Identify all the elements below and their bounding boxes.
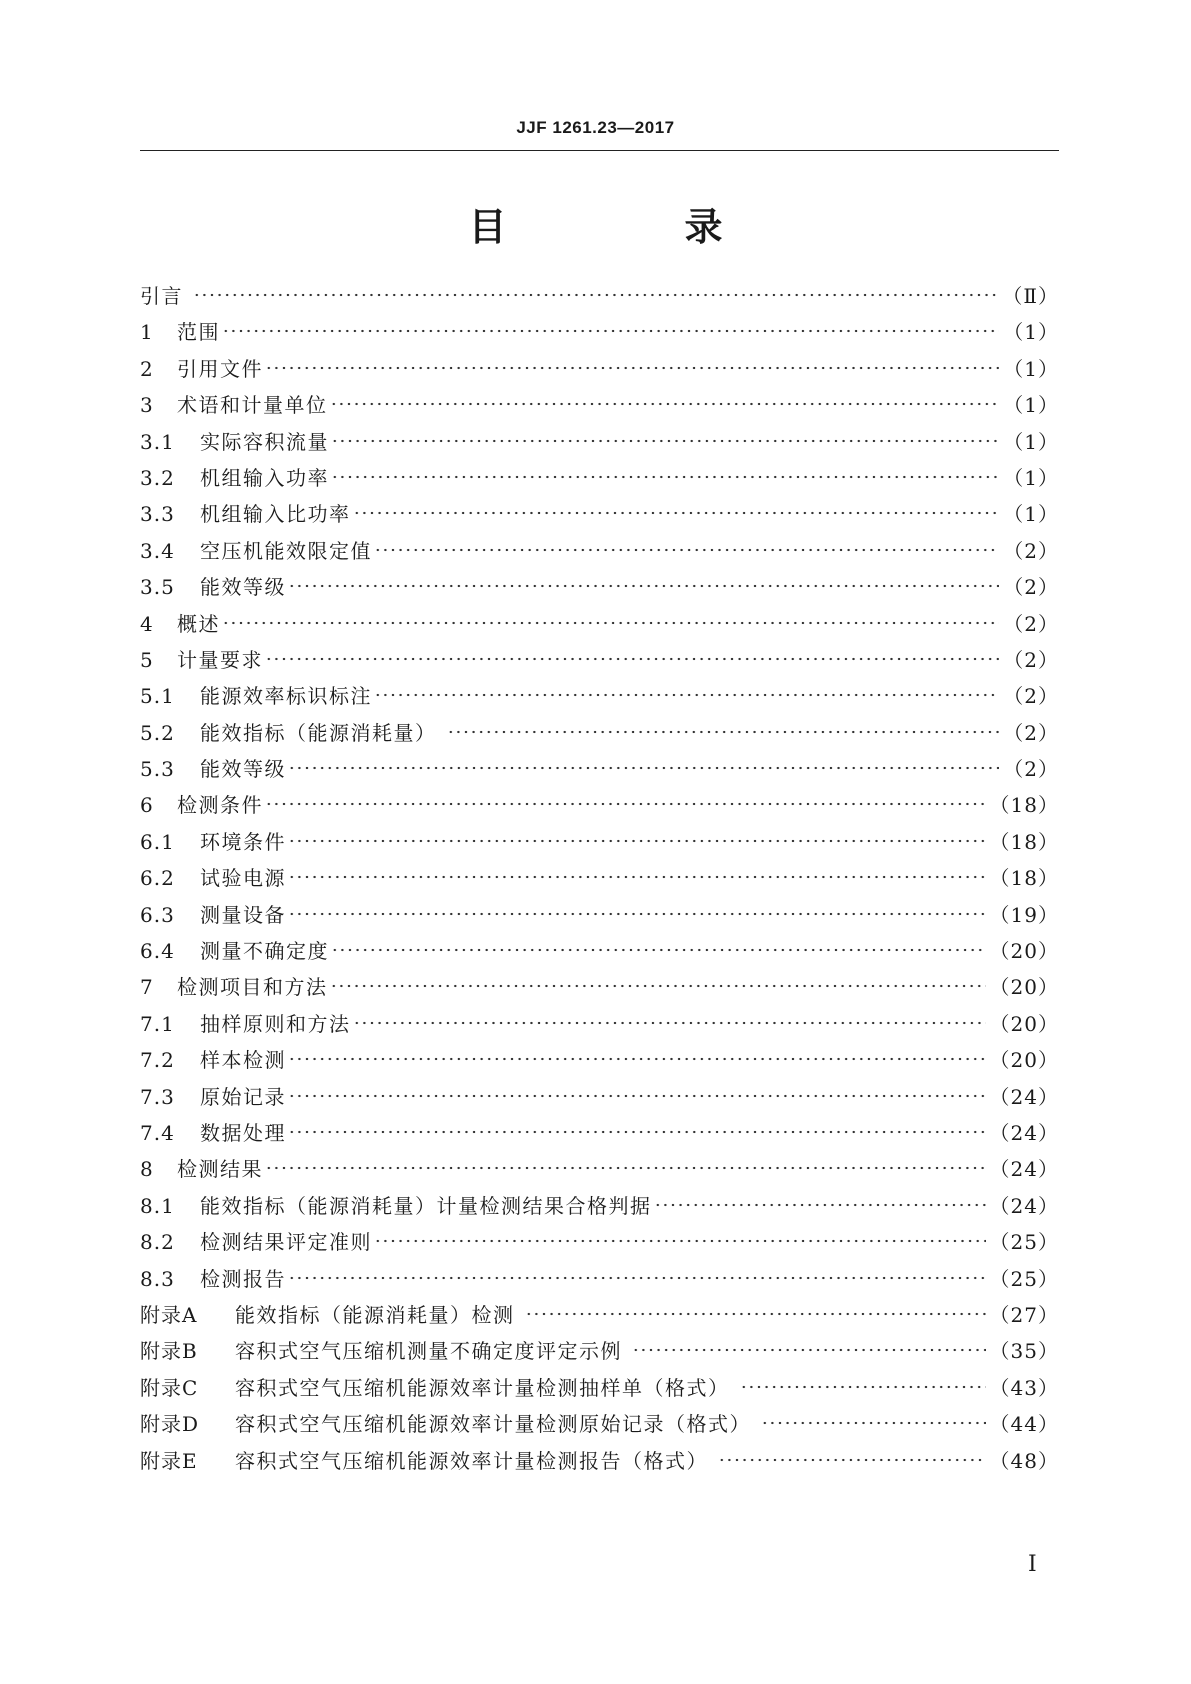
dot-leader (330, 984, 986, 988)
toc-entry-number: 附录E (140, 1448, 198, 1473)
toc-entry[interactable] (140, 1333, 1059, 1369)
toc-entry-page: （1） (1003, 356, 1059, 381)
toc-entry-page: （18） (989, 866, 1059, 891)
toc-entry-title: 能源效率标识标注 (200, 684, 372, 709)
toc-entry[interactable] (140, 1115, 1059, 1151)
toc-entry-number: 附录D (140, 1412, 200, 1437)
toc-entry[interactable] (140, 715, 1059, 751)
toc-entry-number: 附录C (140, 1375, 199, 1400)
toc-entry[interactable] (140, 533, 1059, 569)
toc-entry[interactable] (140, 642, 1059, 678)
toc-entry[interactable] (140, 678, 1059, 714)
toc-entry-number: 5 (140, 647, 154, 672)
toc-entry[interactable] (140, 860, 1059, 896)
toc-entry-page: （19） (989, 902, 1059, 927)
toc-entry-page: （1） (1003, 320, 1059, 345)
toc-entry[interactable] (140, 351, 1059, 387)
dot-leader (331, 475, 999, 479)
toc-entry-title: 测量不确定度 (200, 939, 329, 964)
toc-entry-title: 样本检测 (200, 1048, 286, 1073)
toc-entry-page: （1） (1003, 465, 1059, 490)
toc-entry-title: 试验电源 (200, 866, 286, 891)
toc-entry-number: 8.1 (140, 1193, 175, 1218)
toc-entry-page: （2） (1003, 575, 1059, 600)
toc-entry-page: （2） (1003, 647, 1059, 672)
dot-leader (761, 1421, 986, 1425)
dot-leader (288, 1130, 986, 1134)
dot-leader (265, 1166, 986, 1170)
toc-entry-title: 能效等级 (200, 757, 286, 782)
dot-leader (288, 839, 986, 843)
toc-entry-number: 2 (140, 356, 154, 381)
table-of-contents (140, 278, 1059, 1479)
toc-entry-page: （Ⅱ） (1002, 284, 1059, 308)
toc-entry[interactable] (140, 1151, 1059, 1187)
toc-entry-number: 5.2 (140, 720, 175, 745)
toc-entry-title: 抽样原则和方法 (200, 1011, 351, 1036)
toc-entry-title: 测量设备 (200, 902, 286, 927)
toc-entry-page: （1） (1003, 502, 1059, 527)
toc-entry-page: （24） (989, 1084, 1059, 1109)
toc-entry-page: （20） (989, 975, 1059, 1000)
toc-entry-title: 引用文件 (177, 356, 263, 381)
dot-leader (288, 912, 986, 916)
toc-entry-page: （2） (1003, 538, 1059, 563)
toc-entry-title: 容积式空气压缩机能源效率计量检测原始记录（格式） (235, 1412, 751, 1437)
dot-leader (265, 802, 986, 806)
toc-entry-number: 3.2 (140, 465, 175, 490)
toc-entry[interactable] (140, 496, 1059, 532)
toc-entry[interactable] (140, 1224, 1059, 1260)
toc-entry-title: 检测结果评定准则 (200, 1230, 372, 1255)
dot-leader (222, 621, 999, 625)
toc-entry[interactable] (140, 606, 1059, 642)
toc-entry-page: （25） (989, 1230, 1059, 1255)
toc-entry-page: （1） (1003, 429, 1059, 454)
dot-leader (740, 1385, 986, 1389)
toc-entry-number: 4 (140, 611, 154, 636)
toc-entry-number: 6.1 (140, 829, 175, 854)
toc-entry-title: 能效指标（能源消耗量）计量检测结果合格判据 (200, 1193, 652, 1218)
toc-entry[interactable] (140, 969, 1059, 1005)
dot-leader (265, 366, 999, 370)
toc-entry-title: 检测结果 (177, 1157, 263, 1182)
toc-entry[interactable] (140, 424, 1059, 460)
toc-entry-page: （20） (989, 939, 1059, 964)
dot-leader (288, 1057, 986, 1061)
toc-entry-page: （20） (989, 1048, 1059, 1073)
dot-leader (632, 1348, 986, 1352)
toc-entry-number: 5.3 (140, 757, 175, 782)
toc-entry[interactable] (140, 1042, 1059, 1078)
toc-entry-number: 6 (140, 793, 154, 818)
toc-entry[interactable] (140, 787, 1059, 823)
dot-leader (288, 766, 999, 770)
toc-entry-number: 3.1 (140, 429, 175, 454)
toc-entry-number: 8.2 (140, 1230, 175, 1255)
toc-entry-page: （18） (989, 793, 1059, 818)
toc-entry-page: （25） (989, 1266, 1059, 1291)
toc-entry-page: （35） (989, 1339, 1059, 1364)
toc-entry-number: 7.1 (140, 1011, 175, 1036)
toc-entry-number: 6.4 (140, 939, 175, 964)
toc-entry-title: 概述 (177, 611, 220, 636)
toc-entry-title: 能效等级 (200, 575, 286, 600)
dot-leader (288, 584, 999, 588)
toc-entry-title: 容积式空气压缩机能源效率计量检测抽样单（格式） (235, 1375, 730, 1400)
toc-entry[interactable] (140, 1079, 1059, 1115)
toc-entry-title: 数据处理 (200, 1120, 286, 1145)
toc-entry-page: （1） (1003, 393, 1059, 418)
toc-entry[interactable] (140, 1370, 1059, 1406)
toc-entry-number: 1 (140, 320, 154, 345)
toc-entry[interactable] (140, 1406, 1059, 1442)
toc-entry-number: 7.2 (140, 1048, 175, 1073)
toc-entry-page: （2） (1003, 611, 1059, 636)
toc-entry[interactable] (140, 897, 1059, 933)
toc-entry[interactable] (140, 278, 1059, 314)
toc-entry-title: 能效指标（能源消耗量）检测 (235, 1302, 515, 1327)
toc-entry-page: （20） (989, 1011, 1059, 1036)
toc-entry-number: 5.1 (140, 684, 175, 709)
toc-entry-number: 7.4 (140, 1120, 175, 1145)
toc-entry-number: 附录B (140, 1339, 198, 1364)
toc-entry-title: 环境条件 (200, 829, 286, 854)
toc-entry-title: 实际容积流量 (200, 429, 329, 454)
toc-entry-number: 6.3 (140, 902, 175, 927)
toc-entry-title: 容积式空气压缩机测量不确定度评定示例 (235, 1339, 622, 1364)
toc-entry-title: 检测报告 (200, 1266, 286, 1291)
toc-entry[interactable] (140, 824, 1059, 860)
toc-entry-title: 机组输入功率 (200, 465, 329, 490)
dot-leader (374, 1239, 986, 1243)
toc-entry-title: 范围 (177, 320, 220, 345)
toc-entry-page: （2） (1003, 720, 1059, 745)
toc-entry-page: （2） (1003, 757, 1059, 782)
header-rule (140, 150, 1059, 151)
toc-entry-number: 3.5 (140, 575, 175, 600)
toc-entry[interactable] (140, 1188, 1059, 1224)
dot-leader (353, 1021, 986, 1025)
toc-entry-title: 原始记录 (200, 1084, 286, 1109)
toc-entry-title: 能效指标（能源消耗量） (200, 720, 437, 745)
dot-leader (222, 329, 999, 333)
toc-entry[interactable] (140, 314, 1059, 350)
toc-entry-page: （48） (989, 1448, 1059, 1473)
toc-entry[interactable] (140, 751, 1059, 787)
dot-leader (331, 439, 999, 443)
toc-entry-title: 检测条件 (177, 793, 263, 818)
toc-entry-number: 8.3 (140, 1266, 175, 1291)
toc-entry-title: 检测项目和方法 (177, 975, 328, 1000)
toc-entry-number: 附录A (140, 1302, 198, 1327)
dot-leader (447, 730, 1000, 734)
toc-entry-title: 容积式空气压缩机能源效率计量检测报告（格式） (235, 1448, 708, 1473)
toc-entry[interactable] (140, 460, 1059, 496)
dot-leader (288, 1276, 986, 1280)
toc-entry-number: 7 (140, 975, 154, 1000)
toc-entry-title: 引言 (140, 284, 183, 308)
toc-entry-page: （27） (989, 1302, 1059, 1327)
toc-entry-title: 术语和计量单位 (177, 393, 328, 418)
dot-leader (374, 693, 999, 697)
dot-leader (654, 1203, 986, 1207)
toc-entry-number: 8 (140, 1157, 154, 1182)
toc-entry[interactable] (140, 1006, 1059, 1042)
toc-entry-number: 6.2 (140, 866, 175, 891)
toc-entry-page: （44） (989, 1412, 1059, 1437)
dot-leader (330, 402, 1000, 406)
toc-entry-page: （2） (1003, 684, 1059, 709)
toc-entry-number: 7.3 (140, 1084, 175, 1109)
toc-entry-page: （18） (989, 829, 1059, 854)
toc-entry[interactable] (140, 933, 1059, 969)
standard-code: JJF 1261.23—2017 (516, 118, 675, 137)
toc-entry-title: 空压机能效限定值 (200, 538, 372, 563)
toc-entry-number: 3.3 (140, 502, 175, 527)
toc-entry-page: （24） (989, 1193, 1059, 1218)
toc-title: 目 录 (468, 205, 793, 249)
toc-entry-number: 3.4 (140, 538, 175, 563)
toc-entry[interactable] (140, 1261, 1059, 1297)
toc-entry[interactable] (140, 1297, 1059, 1333)
dot-leader (193, 293, 998, 297)
toc-entry-page: （24） (989, 1120, 1059, 1145)
dot-leader (265, 657, 999, 661)
dot-leader (288, 1094, 986, 1098)
dot-leader (718, 1458, 986, 1462)
dot-leader (353, 511, 1000, 515)
page-number: Ⅰ (1028, 1552, 1037, 1577)
dot-leader (374, 548, 999, 552)
toc-entry-title: 计量要求 (177, 647, 263, 672)
toc-entry-page: （24） (989, 1157, 1059, 1182)
toc-entry[interactable] (140, 569, 1059, 605)
dot-leader (288, 875, 986, 879)
dot-leader (525, 1312, 986, 1316)
dot-leader (331, 948, 986, 952)
toc-entry-number: 3 (140, 393, 154, 418)
toc-entry[interactable] (140, 387, 1059, 423)
toc-entry-page: （43） (989, 1375, 1059, 1400)
toc-entry-title: 机组输入比功率 (200, 502, 351, 527)
toc-entry[interactable] (140, 1443, 1059, 1479)
